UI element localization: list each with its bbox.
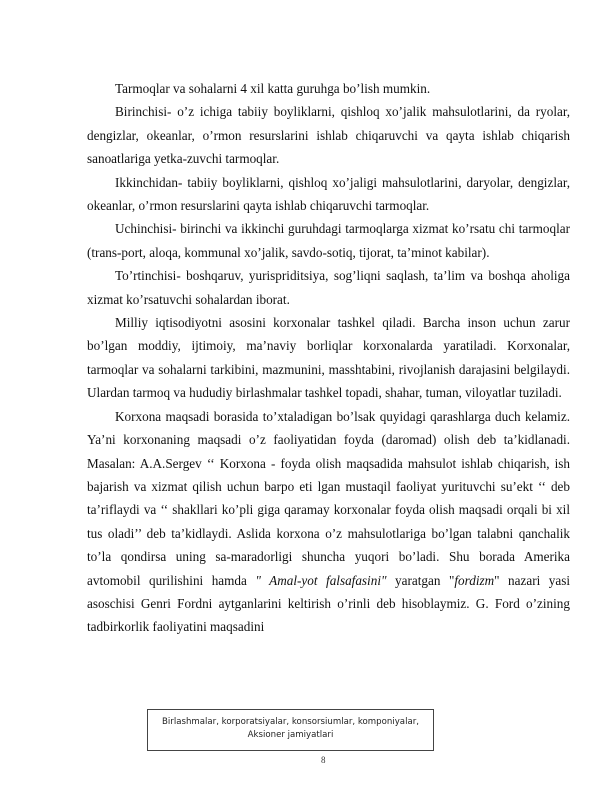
paragraph-third-group: Uchinchisi- birinchi va ikkinchi guruhdagi tarmoqlarga xizmat ko’rsatu chi tarmoqlar (trans-port, aloqa, kommunal xo’jalik, savdo-sotiq, tijorat, ta’minot kabilar).	[87, 221, 570, 260]
footer-caption-line-2: Aksioner jamiyatlari	[247, 730, 334, 740]
goal-text-3: " nazari yasi asoschisi Genri Fordni aytganlarini keltirish o’rinli deb hisoblaymiz. G. Ford o’zining tadbirkorlik faoliyatini maqsadini	[87, 572, 571, 635]
paragraph-first-group: Birinchisi- o’z ichiga tabiiy boyliklarni, qishloq xo’jalik mahsulotlarini, da ryolar, dengizlar, okeanlar, o’rmon resurslarini ishlab chiqaruvchi va qayta ishlab chiqarish sanoatlariga yetka-zuvchi tarmoqlar.	[87, 104, 570, 167]
goal-italic-2: fordizm	[454, 572, 495, 588]
page-number: 8	[321, 755, 326, 765]
goal-italic-1: " Amal-yot falsafasini"	[255, 572, 387, 588]
footer-caption-box	[147, 709, 434, 751]
goal-text-1: Korxona maqsadi borasida to’xtaladigan bo’lsak quyidagi qarashlarga duch kelamiz. Ya’ni korxonaning maqsadi o’z faoliyatidan foyda (daromad) olish deb ta’kidlanadi. Masalan: A.A.Sergev ‘‘ Korxona - foyda olish maqsadida mahsulot ishlab chiqarish, ish bajarish va xizmat qilish uchun barpo eti lgan mustaqil faoliyat yurituvchi su’ekt ‘‘ deb ta’riflaydi va ‘‘ shakllari ko’pli giga qaramay korxonalar foyda olish maqsadi orqali bi xil tus oladi’’ deb ta’kidlaydi. Aslida korxona o’z mahsulotlariga bo’lgan talabni qanchalik to’la qondirsa uning sa-maradorligi shuncha yuqori bo’ladi. Shu borada Amerika avtomobil qurilishini hamda	[87, 408, 570, 588]
paragraph-national-economy: Milliy iqtisodiyotni asosini korxonalar tashkel qiladi. Barcha inson uchun zarur bo’lgan moddiy, ijtimoiy, ma’naviy borliqlar korxonalarda yaratiladi. Korxonalar, tarmoqlar va sohalarni tarkibini, mazmunini, masshtabini, rivojlanish darajasini belgilaydi. Ulardan tarmoq va hududiy birlashmalar tashkel topadi, shahar, tuman, viloyatlar tuziladi.	[87, 315, 570, 401]
paragraph-fourth-group: To’rtinchisi- boshqaruv, yurispriditsiya, sog’liqni saqlash, ta’lim va boshqa aholiga xizmat ko’rsatuvchi sohalardan iborat.	[87, 268, 570, 307]
goal-text-2: yaratgan "	[386, 572, 455, 588]
footer-caption-line-1: Birlashmalar, korporatsiyalar, konsorsiumlar, komponiyalar,	[162, 717, 419, 727]
paragraph-enterprise-goal	[87, 405, 570, 639]
paragraph-intro: Tarmoqlar va sohalarni 4 xil katta guruhga bo’lish mumkin.	[115, 81, 431, 96]
paragraph-second-group: Ikkinchidan- tabiiy boyliklarni, qishloq xo’jaligi mahsulotlarini, daryolar, dengizlar, okeanlar, o’rmon resurslarini qayta ishlab chiqaruvchi tarmoqlar.	[87, 174, 570, 214]
body-text	[87, 77, 570, 639]
